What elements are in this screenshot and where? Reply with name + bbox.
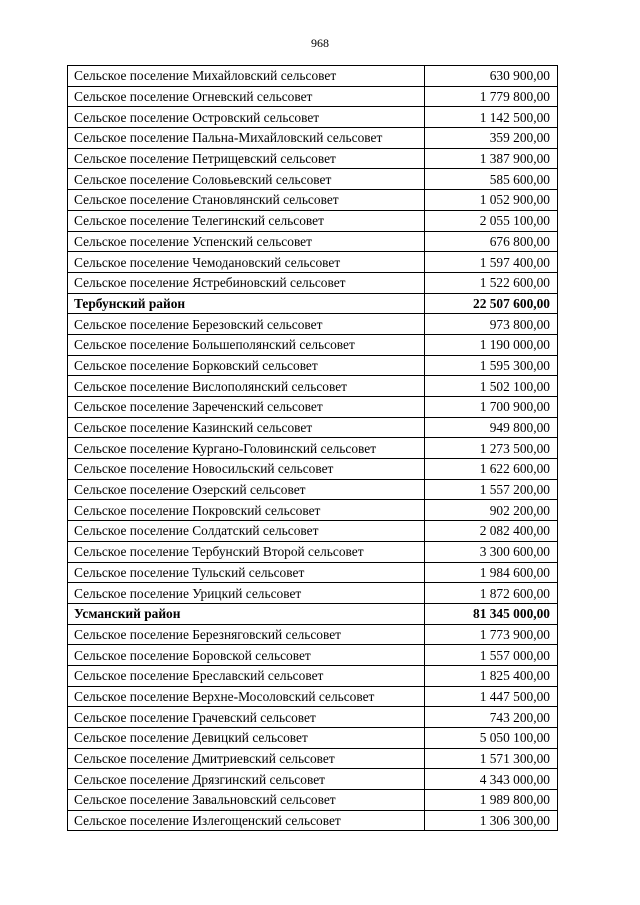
amount-cell: 949 800,00 [425,417,558,438]
table-row [68,645,558,666]
table-row [68,190,558,211]
table-row [68,66,558,87]
settlement-name-cell: Сельское поселение Пальна-Михайловский сельсовет [68,128,425,149]
amount-cell: 1 872 600,00 [425,583,558,604]
settlement-name-cell: Сельское поселение Боровской сельсовет [68,645,425,666]
table-row [68,210,558,231]
amount-cell: 2 055 100,00 [425,210,558,231]
table-row [68,479,558,500]
amount-cell: 1 387 900,00 [425,148,558,169]
amount-cell: 1 622 600,00 [425,459,558,480]
amount-cell: 1 557 000,00 [425,645,558,666]
district-amount-cell: 22 507 600,00 [425,293,558,314]
amount-cell: 5 050 100,00 [425,728,558,749]
district-name-cell: Усманский район [68,603,425,624]
amount-cell: 1 779 800,00 [425,86,558,107]
settlement-name-cell: Сельское поселение Успенский сельсовет [68,231,425,252]
table-row [68,107,558,128]
table-row [68,624,558,645]
table-row [68,272,558,293]
settlement-name-cell: Сельское поселение Березовский сельсовет [68,314,425,335]
table-row [68,686,558,707]
table-row [68,334,558,355]
amount-cell: 1 052 900,00 [425,190,558,211]
budget-table [67,65,558,831]
settlement-name-cell: Сельское поселение Большеполянский сельсовет [68,334,425,355]
district-total-row [68,293,558,314]
amount-cell: 1 700 900,00 [425,397,558,418]
amount-cell: 676 800,00 [425,231,558,252]
table-row [68,541,558,562]
amount-cell: 630 900,00 [425,66,558,87]
amount-cell: 2 082 400,00 [425,521,558,542]
amount-cell: 1 773 900,00 [425,624,558,645]
amount-cell: 1 984 600,00 [425,562,558,583]
settlement-name-cell: Сельское поселение Островский сельсовет [68,107,425,128]
table-row [68,355,558,376]
table-row [68,521,558,542]
table-row [68,665,558,686]
settlement-name-cell: Сельское поселение Озерский сельсовет [68,479,425,500]
amount-cell: 1 502 100,00 [425,376,558,397]
table-row [68,169,558,190]
amount-cell: 1 595 300,00 [425,355,558,376]
table-row [68,231,558,252]
settlement-name-cell: Сельское поселение Девицкий сельсовет [68,728,425,749]
settlement-name-cell: Сельское поселение Вислополянский сельсовет [68,376,425,397]
settlement-name-cell: Сельское поселение Излегощенский сельсовет [68,810,425,831]
page-number: 968 [311,36,329,50]
table-row [68,438,558,459]
amount-cell: 1 273 500,00 [425,438,558,459]
amount-cell: 1 447 500,00 [425,686,558,707]
settlement-name-cell: Сельское поселение Зареченский сельсовет [68,397,425,418]
amount-cell: 1 522 600,00 [425,272,558,293]
table-row [68,417,558,438]
settlement-name-cell: Сельское поселение Тульский сельсовет [68,562,425,583]
settlement-name-cell: Сельское поселение Верхне-Мосоловский сельсовет [68,686,425,707]
amount-cell: 1 571 300,00 [425,748,558,769]
table-row [68,562,558,583]
amount-cell: 4 343 000,00 [425,769,558,790]
district-name-cell: Тербунский район [68,293,425,314]
settlement-name-cell: Сельское поселение Казинский сельсовет [68,417,425,438]
settlement-name-cell: Сельское поселение Чемодановский сельсовет [68,252,425,273]
amount-cell: 1 597 400,00 [425,252,558,273]
settlement-name-cell: Сельское поселение Дрязгинский сельсовет [68,769,425,790]
settlement-name-cell: Сельское поселение Березняговский сельсовет [68,624,425,645]
table-row [68,810,558,831]
amount-cell: 743 200,00 [425,707,558,728]
settlement-name-cell: Сельское поселение Кургано-Головинский сельсовет [68,438,425,459]
district-amount-cell: 81 345 000,00 [425,603,558,624]
amount-cell: 973 800,00 [425,314,558,335]
amount-cell: 359 200,00 [425,128,558,149]
table-row [68,500,558,521]
table-row [68,86,558,107]
amount-cell: 585 600,00 [425,169,558,190]
settlement-name-cell: Сельское поселение Огневский сельсовет [68,86,425,107]
amount-cell: 1 306 300,00 [425,810,558,831]
amount-cell: 1 557 200,00 [425,479,558,500]
district-total-row [68,603,558,624]
settlement-name-cell: Сельское поселение Бреславский сельсовет [68,665,425,686]
table-row [68,128,558,149]
table-row [68,252,558,273]
settlement-name-cell: Сельское поселение Телегинский сельсовет [68,210,425,231]
table-row [68,397,558,418]
settlement-name-cell: Сельское поселение Покровский сельсовет [68,500,425,521]
amount-cell: 1 989 800,00 [425,790,558,811]
table-row [68,583,558,604]
amount-cell: 1 825 400,00 [425,665,558,686]
settlement-name-cell: Сельское поселение Тербунский Второй сельсовет [68,541,425,562]
table-row [68,748,558,769]
settlement-name-cell: Сельское поселение Петрищевский сельсовет [68,148,425,169]
settlement-name-cell: Сельское поселение Становлянский сельсовет [68,190,425,211]
settlement-name-cell: Сельское поселение Завальновский сельсовет [68,790,425,811]
settlement-name-cell: Сельское поселение Михайловский сельсовет [68,66,425,87]
amount-cell: 1 190 000,00 [425,334,558,355]
settlement-name-cell: Сельское поселение Грачевский сельсовет [68,707,425,728]
table-row [68,769,558,790]
table-row [68,790,558,811]
settlement-name-cell: Сельское поселение Борковский сельсовет [68,355,425,376]
settlement-name-cell: Сельское поселение Новосильский сельсовет [68,459,425,480]
settlement-name-cell: Сельское поселение Соловьевский сельсовет [68,169,425,190]
settlement-name-cell: Сельское поселение Солдатский сельсовет [68,521,425,542]
table-row [68,148,558,169]
table-row [68,376,558,397]
table-row [68,707,558,728]
settlement-name-cell: Сельское поселение Дмитриевский сельсовет [68,748,425,769]
table-row [68,459,558,480]
amount-cell: 1 142 500,00 [425,107,558,128]
amount-cell: 902 200,00 [425,500,558,521]
settlement-name-cell: Сельское поселение Ястребиновский сельсовет [68,272,425,293]
table-row [68,314,558,335]
table-row [68,728,558,749]
budget-table-body [68,66,558,831]
amount-cell: 3 300 600,00 [425,541,558,562]
settlement-name-cell: Сельское поселение Урицкий сельсовет [68,583,425,604]
